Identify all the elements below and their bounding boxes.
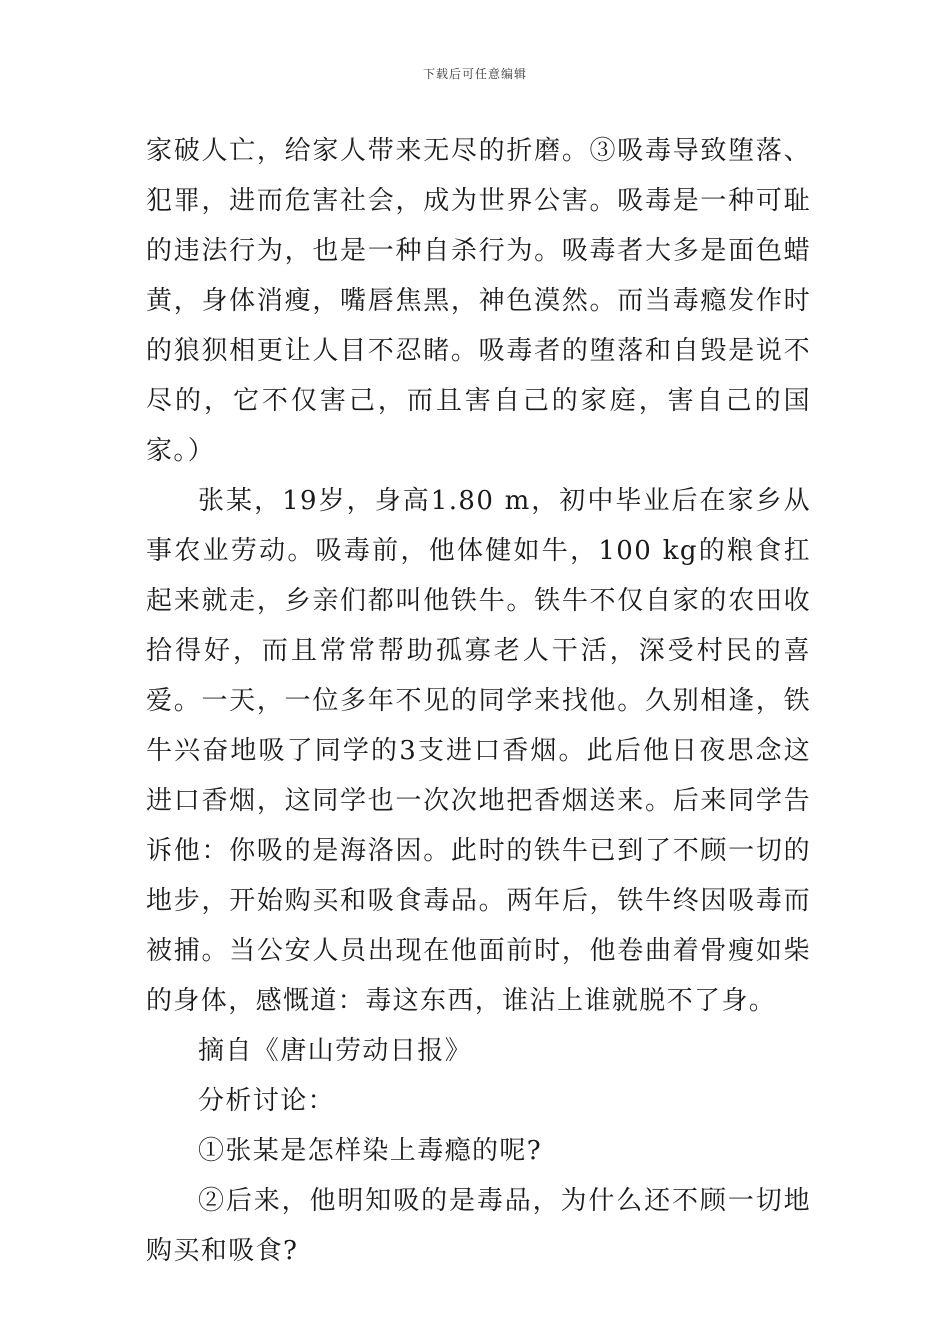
discussion-question-2: ②后来，他明知吸的是毒品，为什么还不顾一切地购买和吸食? <box>146 1186 811 1266</box>
discussion-question-1: ①张某是怎样染上毒瘾的呢? <box>198 1136 543 1166</box>
source-citation: 摘自《唐山劳动日报》 <box>198 1036 473 1066</box>
document-body <box>146 126 811 1276</box>
discussion-heading: 分析讨论： <box>198 1086 336 1116</box>
page-header: 下载后可任意编辑 <box>422 67 527 81</box>
paragraph-zhang-story: 张某，19岁，身高1.80 m，初中毕业后在家乡从事农业劳动。吸毒前，他体健如牛，100 kg的粮食扛起来就走，乡亲们都叫他铁牛。铁牛不仅自家的农田收拾得好，而且常常帮助孤寡老人干活，深受村民的喜爱。一天，一位多年不见的同学来找他。久别相逢，铁牛兴奋地吸了同学的3支进口香烟。此后他日夜思念这进口香烟，这同学也一次次地把香烟送来。后来同学告诉他：你吸的是海洛因。此时的铁牛已到了不顾一切的地步，开始购买和吸食毒品。两年后，铁牛终因吸毒而被捕。当公安人员出现在他面前时，他卷曲着骨瘦如柴的身体，感慨道：毒这东西，谁沾上谁就脱不了身。 <box>146 486 811 1016</box>
paragraph-drug-harm-continued: 家破人亡，给家人带来无尽的折磨。③吸毒导致堕落、犯罪，进而危害社会，成为世界公害。吸毒是一种可耻的违法行为，也是一种自杀行为。吸毒者大多是面色蜡黄，身体消瘦，嘴唇焦黑，神色漠然。而当毒瘾发作时的狼狈相更让人目不忍睹。吸毒者的堕落和自毁是说不尽的，它不仅害己，而且害自己的家庭，害自己的国家。） <box>146 136 811 466</box>
